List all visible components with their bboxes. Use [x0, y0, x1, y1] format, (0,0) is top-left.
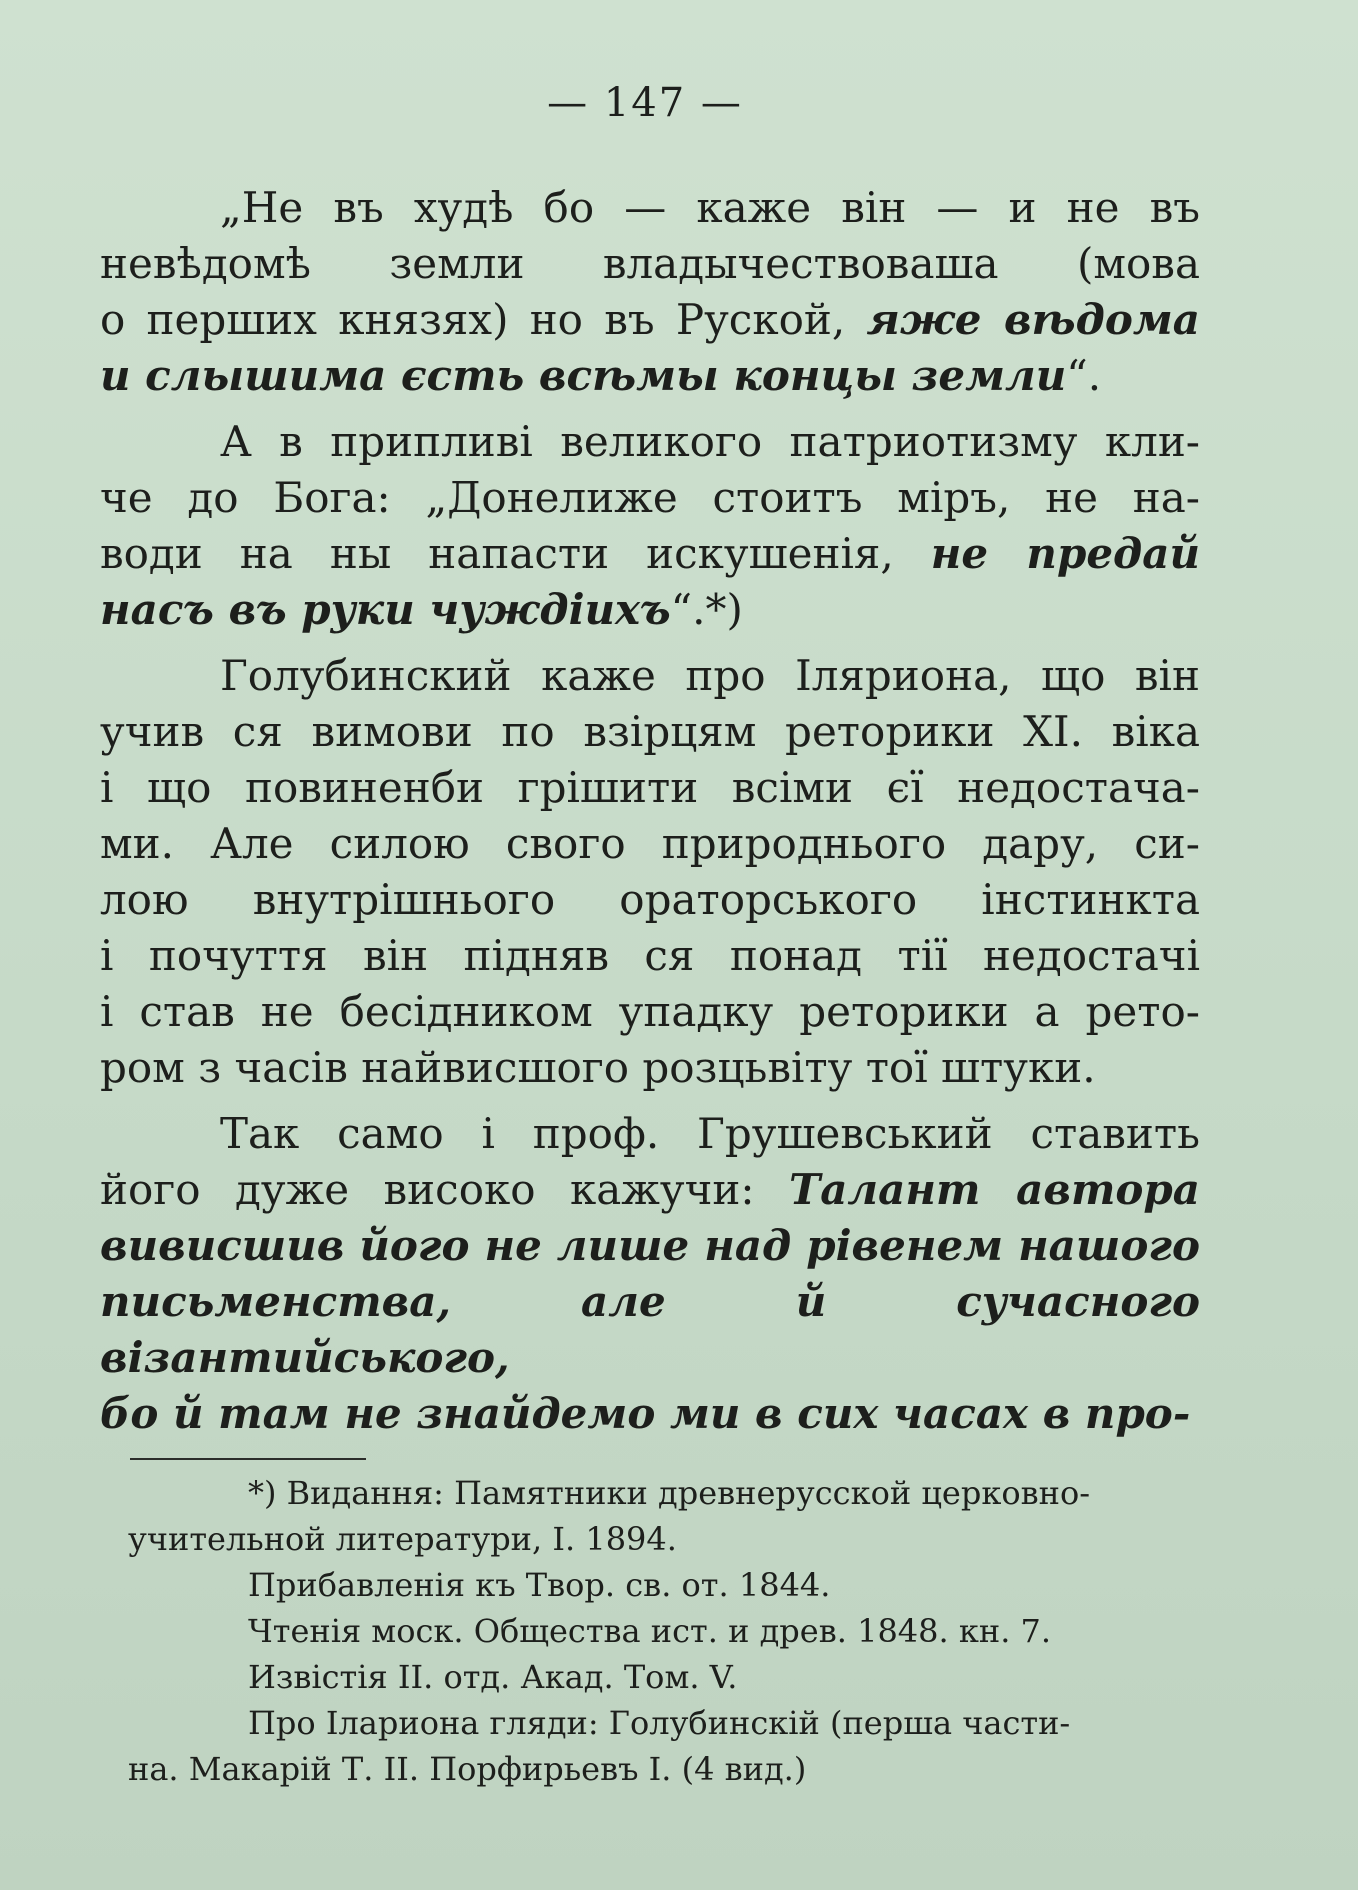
page-number: — 147 — — [547, 80, 743, 126]
paragraph — [100, 1106, 1200, 1442]
footnote-line: на. Макарій Т. II. Порфирьевъ І. (4 вид.) — [128, 1750, 807, 1788]
italic-text: и слышима єсть всѣмы концы земли — [100, 351, 1067, 400]
text-run: че до Бога: „Донелиже стоитъ міръ, не на- — [100, 473, 1200, 522]
footnotes — [128, 1470, 1228, 1792]
text-line — [100, 582, 1200, 638]
footnote-line: Чтенія моск. Общества ист. и древ. 1848. кн. 7. — [248, 1612, 1052, 1650]
text-line — [100, 526, 1200, 582]
text-run: і став не бесідником упадку реторики а рето- — [100, 987, 1200, 1036]
text-run: невѣдомѣ земли владычествоваша (мова — [100, 239, 1200, 288]
text-line — [100, 1386, 1200, 1442]
text-run: „Не въ худѣ бо — каже він — и не въ — [220, 183, 1200, 232]
paragraph — [100, 648, 1200, 1096]
text-line — [100, 1162, 1200, 1218]
paragraph — [100, 414, 1200, 638]
text-line — [100, 1106, 1200, 1162]
text-line — [100, 348, 1200, 404]
text-run: лою внутрішнього ораторського інстинкта — [100, 875, 1200, 924]
text-run: води на ны напасти искушенія, — [100, 529, 931, 578]
body-text — [100, 180, 1200, 1452]
italic-text: бо й там не знайдемо ми в сих часах в про- — [100, 1389, 1191, 1438]
text-run: “. — [1066, 351, 1102, 400]
italic-text: насъ въ руки чуждіихъ — [100, 585, 671, 634]
text-line — [100, 180, 1200, 236]
italic-text: Талант автора — [788, 1165, 1201, 1214]
italic-text: вивисшив його не лише над рівенем нашого — [100, 1221, 1200, 1270]
text-run: учив ся вимови по взірцям реторики XI. віка — [100, 707, 1200, 756]
footnote-line: Извістія II. отд. Акад. Том. V. — [248, 1658, 738, 1696]
italic-text: не предай — [930, 529, 1201, 578]
text-run: і почуття він підняв ся понад тії недостачі — [100, 931, 1200, 980]
text-line — [100, 648, 1200, 704]
text-run: ми. Але силою свого природнього дару, си- — [100, 819, 1200, 868]
text-line — [100, 1274, 1200, 1386]
text-line — [100, 470, 1200, 526]
text-line — [100, 414, 1200, 470]
text-line — [100, 760, 1200, 816]
text-line — [100, 984, 1200, 1040]
text-run: його дуже високо кажучи: — [100, 1165, 789, 1214]
text-run: ром з часів найвисшого розцьвіту тої штуки. — [100, 1043, 1096, 1092]
text-line — [100, 872, 1200, 928]
text-line — [100, 704, 1200, 760]
footnote-line: Про Іларионa гляди: Голубинскій (перша части- — [248, 1704, 1071, 1742]
text-run: Голубинский каже про Іляриона, що він — [220, 651, 1200, 700]
paragraph — [100, 180, 1200, 404]
text-run: “.*) — [670, 585, 743, 634]
text-line — [100, 816, 1200, 872]
footnote-line: Прибавленія къ Твор. св. от. 1844. — [248, 1566, 831, 1604]
text-run: Так само і проф. Грушевський ставить — [220, 1109, 1200, 1158]
footnote-line: учительной литератури, І. 1894. — [128, 1520, 677, 1558]
text-line — [100, 928, 1200, 984]
text-line — [100, 1040, 1200, 1096]
footnote-rule — [130, 1458, 366, 1460]
text-run: о перших князях) но въ Руской, — [100, 295, 867, 344]
text-line — [100, 292, 1200, 348]
italic-text: письменства, але й сучасного візантийського, — [100, 1277, 1200, 1382]
text-line — [100, 1218, 1200, 1274]
footnote-line: *) Видання: Памятники древнерусской церковно- — [248, 1474, 1091, 1512]
text-line — [100, 236, 1200, 292]
text-run: А в припливі великого патриотизму кли- — [220, 417, 1200, 466]
text-run: і що повиненби грішити всіми єї недостача- — [100, 763, 1200, 812]
italic-text: яже вѣдома — [866, 295, 1200, 344]
